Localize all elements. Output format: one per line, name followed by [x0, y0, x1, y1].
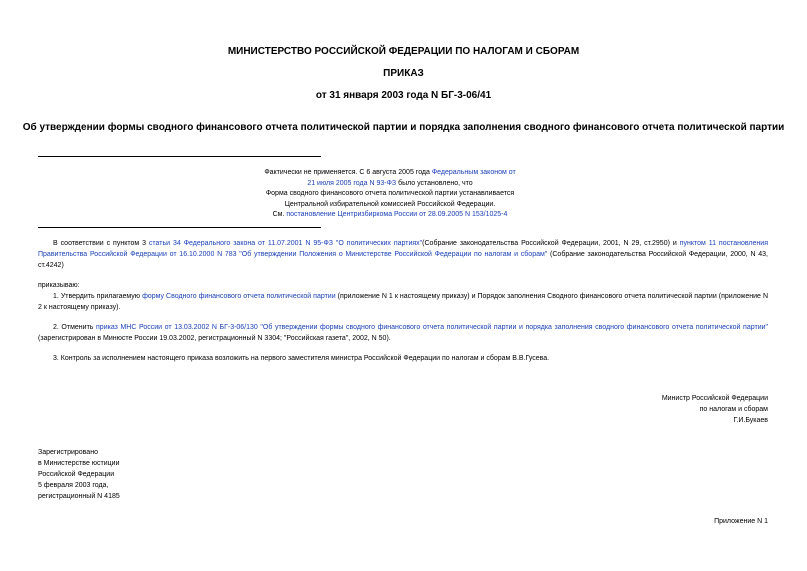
note-text: Фактически не применяется. С 6 августа 2005 года: [264, 169, 432, 176]
registration-line: Зарегистрировано: [38, 449, 98, 456]
item-text: 2. Отменить: [53, 324, 97, 331]
ministry-heading: МИНИСТЕРСТВО РОССИЙСКОЙ ФЕДЕРАЦИИ ПО НАЛОГАМ И СБОРАМ: [227, 46, 580, 57]
note-rule-bottom: [38, 227, 321, 228]
registration-line: регистрационный N 4185: [38, 493, 120, 500]
report-form-link[interactable]: форму Сводного финансового отчета политической партии: [142, 293, 336, 300]
basis-text: (Собрание законодательства Российской Федерации, 2000, N 43, ст.4242): [38, 251, 768, 269]
order-date: от 31 января 2003 года N БГ-3-06/41: [315, 90, 492, 101]
item-text: 1. Утвердить прилагаемую: [53, 293, 143, 300]
registration-block: [38, 447, 120, 502]
note-line-2: [190, 179, 590, 190]
appendix-label: Приложение N 1: [714, 518, 768, 525]
note-text: См.: [272, 211, 287, 219]
order-heading: ПРИКАЗ: [383, 68, 424, 79]
note-line-3: Форма сводного финансового отчета политической партии устанавливается: [265, 190, 515, 198]
registration-line: Российской Федерации: [38, 471, 115, 478]
signature-line: по налогам и сборам: [699, 406, 768, 413]
federal-law-link[interactable]: Федеральным законом от: [431, 169, 516, 176]
signature-name: Г.И.Букаев: [733, 417, 768, 424]
repealed-order-link[interactable]: приказ МНС России от 13.03.2002 N БГ-3-06/130 "Об утверждении формы сводного финансового отчета политической партии и порядка заполнения сводного финансового отчета политической партии": [96, 324, 768, 331]
order-item-2: [38, 322, 768, 344]
document-title: Об утверждении формы сводного финансового отчета политической партии и порядка заполнения сводного финансового отчета политической партии: [22, 122, 785, 133]
federal-law-date-link[interactable]: 21 июля 2005 года N 93-ФЗ: [307, 179, 397, 187]
status-note: [190, 168, 590, 221]
order-item-1: [38, 291, 768, 313]
note-text: было установлено, что: [396, 179, 473, 187]
basis-paragraph: [38, 238, 768, 271]
signature-line: Министр Российской Федерации: [661, 395, 768, 402]
signature-block: [662, 393, 768, 426]
party-law-link[interactable]: статьи 34 Федерального закона от 11.07.2001 N 95-ФЗ "О политических партиях": [148, 240, 423, 247]
registration-line: в Министерстве юстиции: [38, 460, 120, 467]
government-resolution-link[interactable]: пунктом 11 постановления Правительства Российской Федерации от 16.10.2000 N 783 "Об утверждении Положения о Министерстве Российской Федерации по налогам и сборам": [38, 240, 768, 258]
basis-text: В соответствии с пунктом 3: [53, 240, 149, 247]
registration-line: 5 февраля 2003 года,: [38, 482, 109, 489]
item-text: (зарегистрирован в Минюсте России 19.03.2002, регистрационный N 3304; "Российская газета", 2002, N 50).: [38, 335, 391, 342]
note-rule-top: [38, 156, 321, 157]
note-line-1: [190, 168, 590, 179]
note-line-4: Центральной избирательной комиссией Российской Федерации.: [284, 200, 496, 208]
basis-text: (Собрание законодательства Российской Федерации, 2001, N 29, ст.2950) и: [422, 240, 680, 247]
note-line-5: [190, 210, 590, 221]
item-text: (приложение N 1 к настоящему приказу) и Порядок заполнения Сводного финансового отчета политической партии (приложение N 2 к настоящему приказу).: [38, 293, 768, 311]
orders-word: приказываю:: [38, 282, 80, 289]
order-item-3: 3. Контроль за исполнением настоящего приказа возложить на первого заместителя министра Российской Федерации по налогам и сборам В.В.Гусева.: [53, 355, 550, 362]
cec-resolution-link[interactable]: постановление Центризбиркома России от 28.09.2005 N 153/1025-4: [286, 211, 508, 219]
